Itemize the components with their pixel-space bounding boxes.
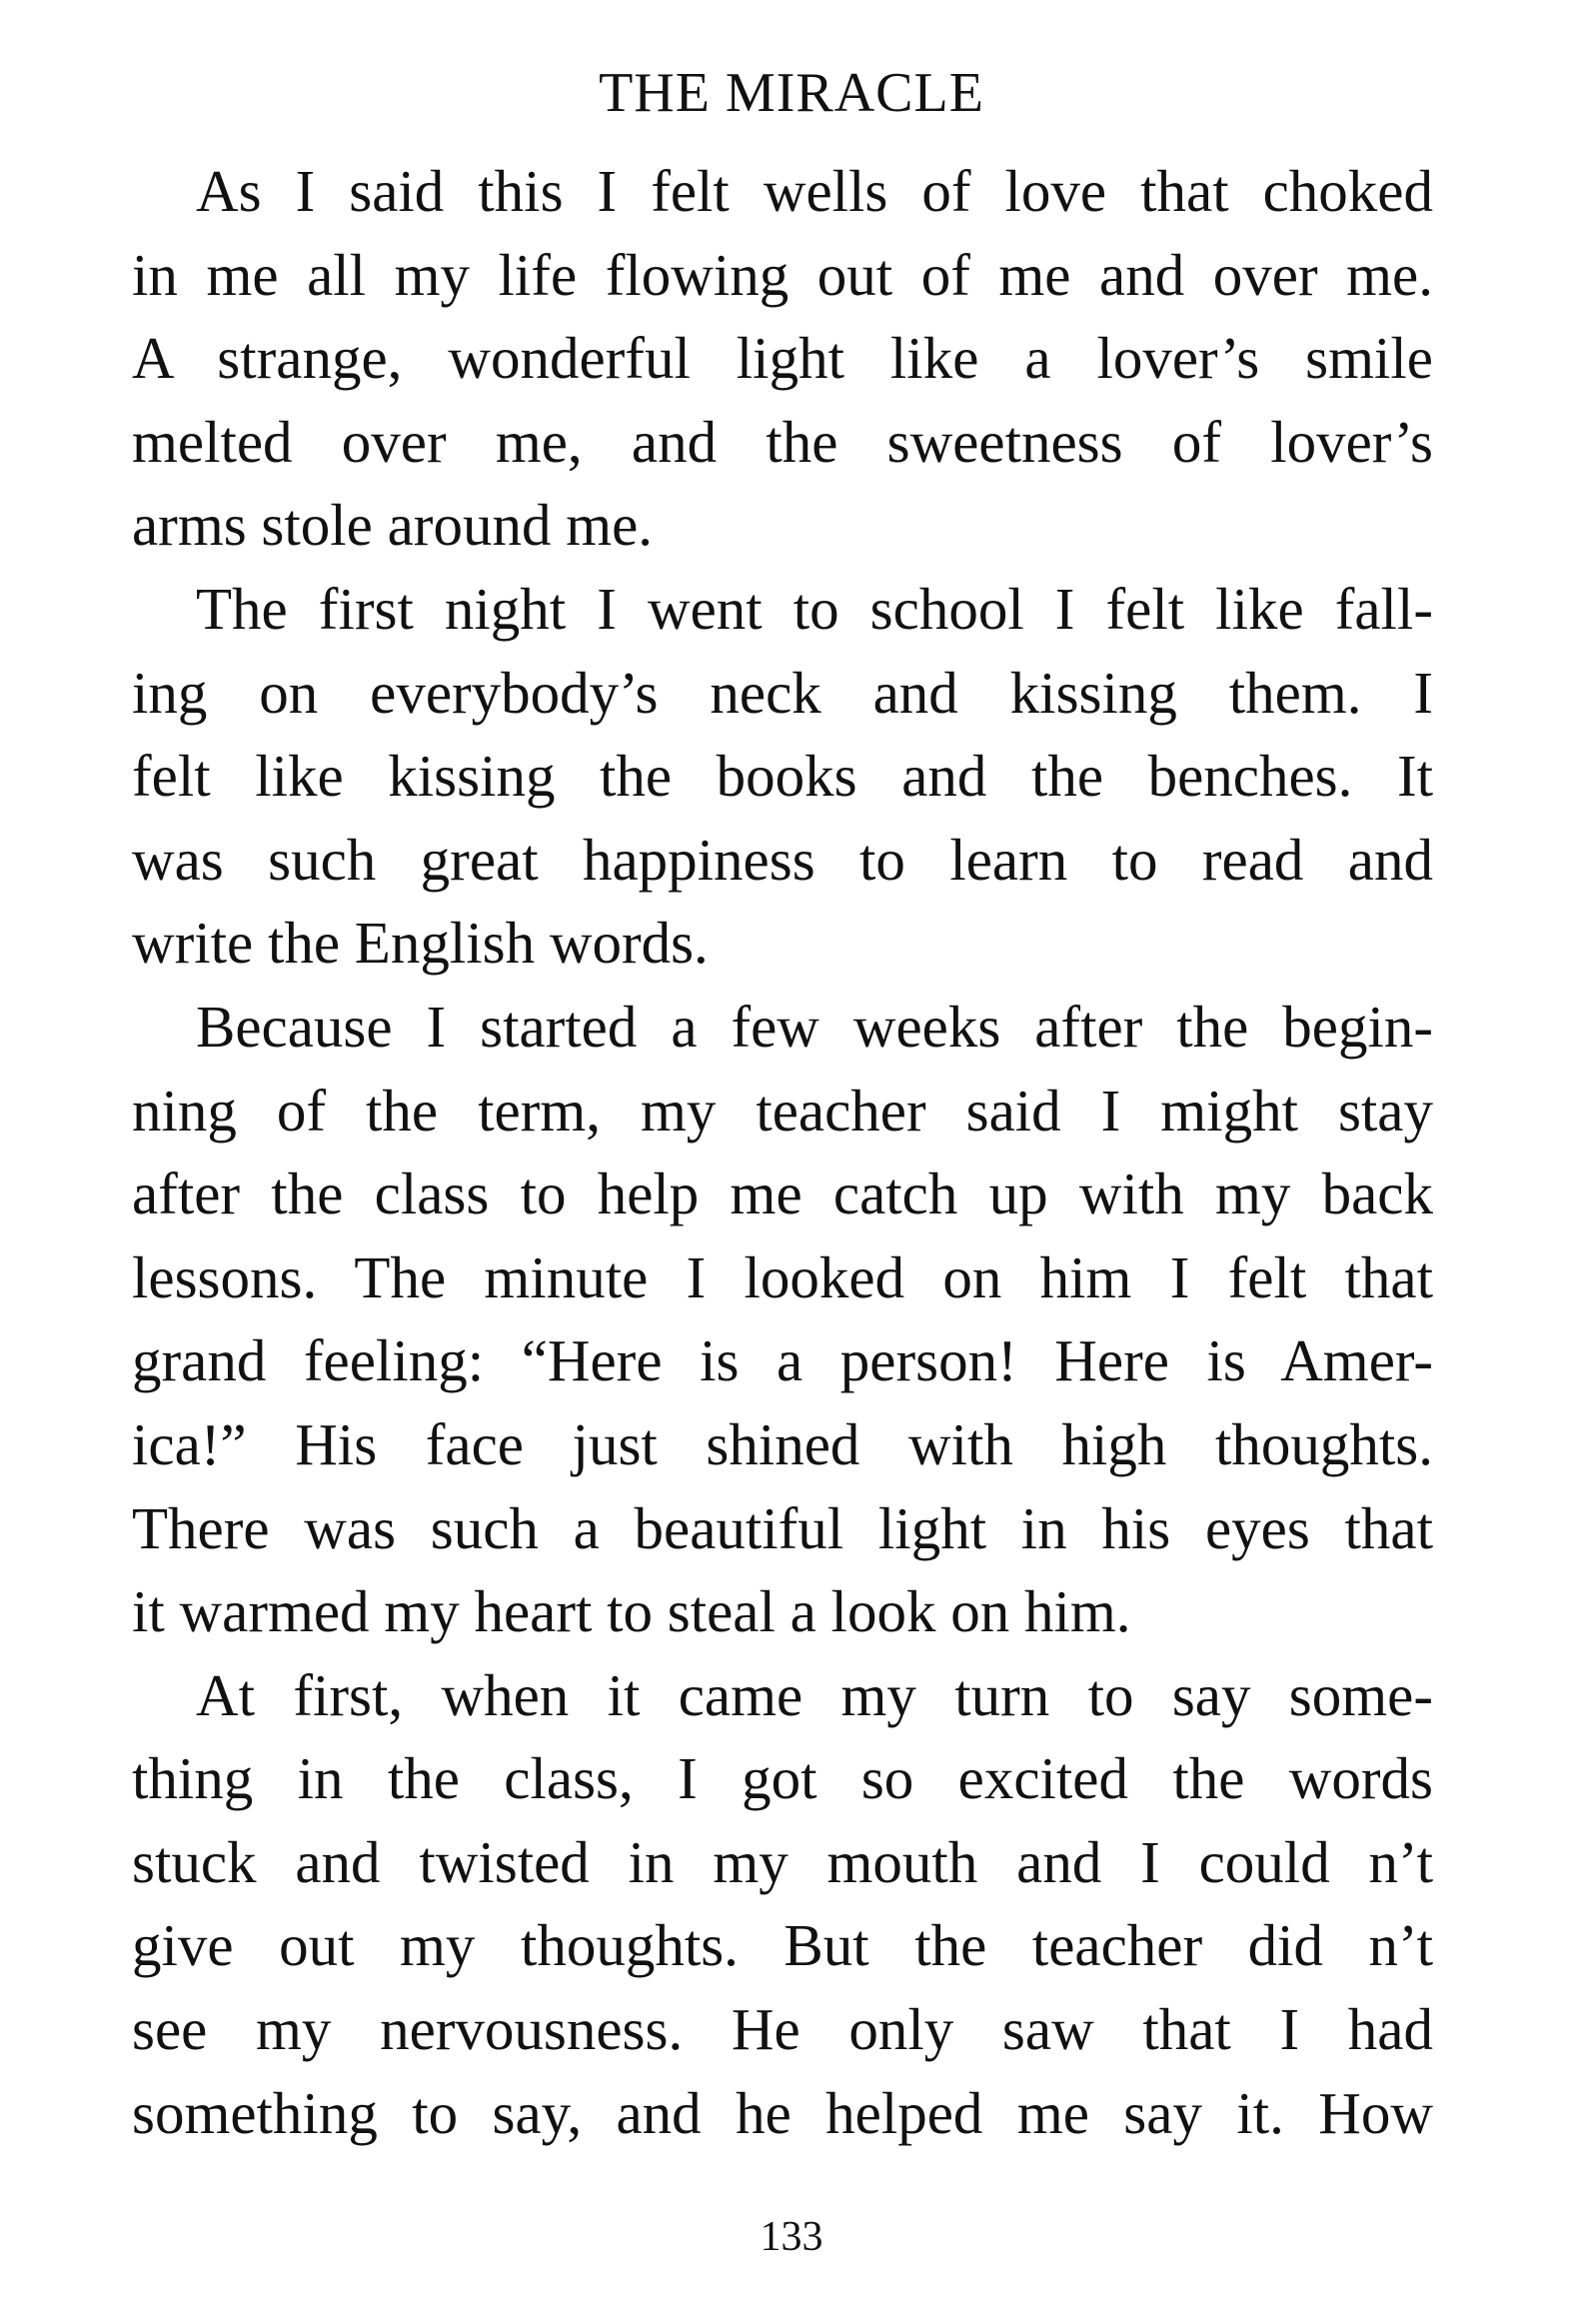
page-number: 133 (760, 2214, 823, 2260)
text-line: in me all my life flowing out of me and over me. (132, 241, 1433, 308)
text-line: give out my thoughts. But the teacher did n’t (132, 1912, 1433, 1979)
text-line: The first night I went to school I felt like fall- (196, 575, 1433, 642)
text-line: stuck and twisted in my mouth and I could n’t (132, 1828, 1433, 1895)
text-line: something to say, and he helped me say it. How (132, 2079, 1433, 2146)
text-line: ica!” His face just shined with high thoughts. (132, 1410, 1433, 1477)
text-line: write the English words. (132, 910, 709, 977)
running-head: THE MIRACLE (599, 62, 984, 124)
text-line: There was such a beautiful light in his eyes that (132, 1494, 1433, 1561)
text-line: see my nervousness. He only saw that I had (132, 1996, 1433, 2063)
text-line: after the class to help me catch up with my back (132, 1161, 1433, 1227)
text-line: arms stole around me. (132, 492, 654, 559)
text-line: grand feeling: “Here is a person! Here is Amer- (132, 1327, 1433, 1394)
text-line: ning of the term, my teacher said I might stay (132, 1077, 1433, 1144)
text-line: it warmed my heart to steal a look on him. (132, 1578, 1131, 1645)
text-line: melted over me, and the sweetness of lover’s (132, 408, 1433, 475)
text-line: was such great happiness to learn to read and (132, 826, 1433, 893)
text-line: Because I started a few weeks after the begin- (196, 993, 1433, 1060)
text-line: At first, when it came my turn to say some- (196, 1661, 1433, 1728)
text-line: ing on everybody’s neck and kissing them. I (132, 659, 1433, 726)
text-line: A strange, wonderful light like a lover’s smile (132, 325, 1433, 392)
text-line: thing in the class, I got so excited the words (132, 1745, 1433, 1812)
text-line: lessons. The minute I looked on him I felt that (132, 1243, 1433, 1310)
text-line: felt like kissing the books and the benches. It (132, 743, 1433, 810)
body-text (132, 150, 1433, 2155)
text-line: As I said this I felt wells of love that choked (196, 158, 1433, 224)
